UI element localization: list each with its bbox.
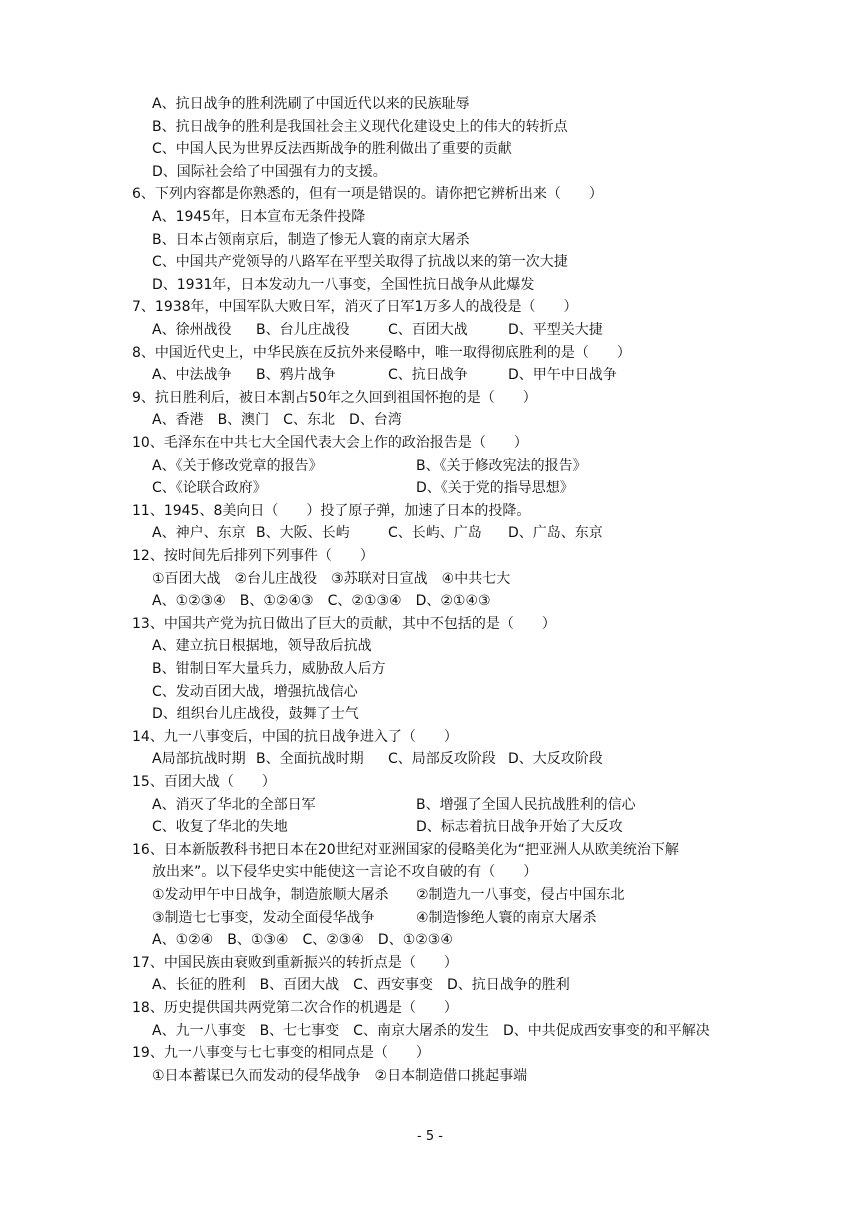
option-line: 放出来”。以下侵华史实中能使这一言论不攻自破的有（ ） — [152, 864, 538, 881]
option-item: D、标志着抗日战争开始了大反攻 — [416, 819, 623, 836]
option-line: A、长征的胜利 B、百团大战 C、西安事变 D、抗日战争的胜利 — [152, 977, 570, 994]
option-line — [152, 365, 840, 385]
option-item: B、鸦片战争 — [256, 367, 336, 384]
option-line — [152, 456, 840, 476]
page-number: - 5 - — [417, 1129, 443, 1144]
option-line — [152, 817, 840, 837]
option-item: ③制造七七事变，发动全面侵华战争 — [152, 909, 375, 926]
option-line: B、抗日战争的胜利是我国社会主义现代化建设史上的伟大的转折点 — [152, 118, 568, 135]
option-item: C、收复了华北的失地 — [152, 819, 288, 836]
option-line: A、建立抗日根据地，领导敌后抗战 — [152, 638, 372, 655]
option-line — [152, 478, 840, 498]
option-item: C、长屿、广岛 — [388, 525, 482, 542]
option-item: ①发动甲午中日战争，制造旅顺大屠杀 — [152, 887, 389, 903]
option-line: A、香港 B、澳门 C、东北 D、台湾 — [152, 412, 402, 429]
option-item: C、局部反攻阶段 — [388, 751, 496, 768]
option-line: D、国际社会给了中国强有力的支援。 — [152, 163, 387, 180]
question-line: 12、按时间先后排列下列事件（ ） — [132, 548, 374, 564]
option-line: B、日本占领南京后，制造了惨无人寰的南京大屠杀 — [152, 231, 470, 248]
option-item: C、《论联合政府》 — [152, 480, 267, 497]
option-item: C、百团大战 — [388, 322, 468, 338]
option-item: B、全面抗战时期 — [256, 751, 364, 768]
option-item: D、《关于党的指导思想》 — [416, 480, 574, 497]
option-line: ①日本蓄谋已久而发动的侵华战争 ②日本制造借口挑起事端 — [152, 1067, 528, 1084]
option-line: B、钳制日军大量兵力，威胁敌人后方 — [152, 661, 386, 677]
option-line: D、组织台儿庄战役，鼓舞了士气 — [152, 706, 359, 723]
option-line — [152, 885, 840, 905]
question-line: 9、抗日胜利后，被日本割占50年之久回到祖国怀抱的是（ ） — [132, 389, 537, 406]
option-item: D、甲午中日战争 — [508, 367, 617, 384]
option-item: D、广岛、东京 — [508, 525, 603, 542]
option-item: A、徐州战役 — [152, 322, 232, 338]
option-line: A、抗日战争的胜利洗刷了中国近代以来的民族耻辱 — [152, 96, 470, 112]
option-line — [152, 320, 840, 340]
option-item: ②制造九一八事变，侵占中国东北 — [416, 887, 625, 903]
option-item: A局部抗战时期 — [152, 751, 246, 768]
option-item: B、增强了全国人民抗战胜利的信心 — [416, 796, 636, 813]
option-line: A、①②③④ B、①②④③ C、②①③④ D、②①④③ — [152, 593, 491, 610]
option-line — [152, 795, 840, 815]
option-item: A、《关于修改党章的报告》 — [152, 457, 323, 474]
option-item: C、抗日战争 — [388, 367, 468, 384]
option-line: A、1945年，日本宣布无条件投降 — [152, 209, 366, 225]
option-item: B、《关于修改宪法的报告》 — [416, 457, 587, 474]
question-line: 14、九一八事变后，中国的抗日战争进入了（ ） — [132, 728, 458, 745]
option-line — [152, 523, 840, 543]
option-line: ①百团大战 ②台儿庄战役 ③苏联对日宣战 ④中共七大 — [152, 570, 511, 587]
question-line: 6、下列内容都是你熟悉的，但有一项是错误的。请你把它辨析出来（ ） — [132, 186, 603, 203]
question-line: 10、毛泽东在中共七大全国代表大会上作的政治报告是（ ） — [132, 435, 528, 451]
option-line: C、中国共产党领导的八路军在平型关取得了抗战以来的第一次大捷 — [152, 254, 568, 271]
option-line: A、①②④ B、①③④ C、②③④ D、①②③④ — [152, 932, 453, 949]
option-line — [152, 749, 840, 769]
option-line: D、1931年，日本发动九一八事变，全国性抗日战争从此爆发 — [152, 276, 535, 293]
option-item: D、平型关大捷 — [508, 322, 603, 338]
question-line: 18、历史提供国共两党第二次合作的机遇是（ ） — [132, 1000, 458, 1016]
option-item: B、大阪、长屿 — [256, 525, 350, 542]
question-line: 11、1945、8美向日（ ）投了原子弹，加速了日本的投降。 — [132, 502, 531, 519]
question-line: 7、1938年，中国军队大败日军，消灭了日军1万多人的战役是（ ） — [132, 299, 578, 316]
option-line: A、九一八事变 B、七七事变 C、南京大屠杀的发生 D、中共促成西安事变的和平解决 — [152, 1022, 710, 1039]
option-line: C、中国人民为世界反法西斯战争的胜利做出了重要的贡献 — [152, 141, 512, 158]
option-item: A、神户、东京 — [152, 525, 246, 542]
question-line: 15、百团大战（ ） — [132, 774, 276, 790]
question-line: 13、中国共产党为抗日做出了巨大的贡献，其中不包括的是（ ） — [132, 615, 556, 632]
option-item: D、大反攻阶段 — [508, 751, 603, 768]
option-line: C、发动百团大战，增强抗战信心 — [152, 683, 358, 700]
option-item: B、台儿庄战役 — [256, 322, 350, 338]
question-line: 17、中国民族由衰败到重新振兴的转折点是（ ） — [132, 954, 458, 971]
option-item: A、消灭了华北的全部日军 — [152, 796, 316, 813]
question-line: 8、中国近代史上，中华民族在反抗外来侵略中，唯一取得彻底胜利的是（ ） — [132, 344, 631, 361]
question-line: 16、日本新版教科书把日本在20世纪对亚洲国家的侵略美化为“把亚洲人从欧美统治下解 — [132, 841, 679, 858]
option-line — [152, 908, 840, 928]
question-line: 19、九一八事变与七七事变的相同点是（ ） — [132, 1045, 430, 1062]
option-item: A、中法战争 — [152, 367, 232, 384]
option-item: ④制造惨绝人寰的南京大屠杀 — [416, 909, 597, 926]
